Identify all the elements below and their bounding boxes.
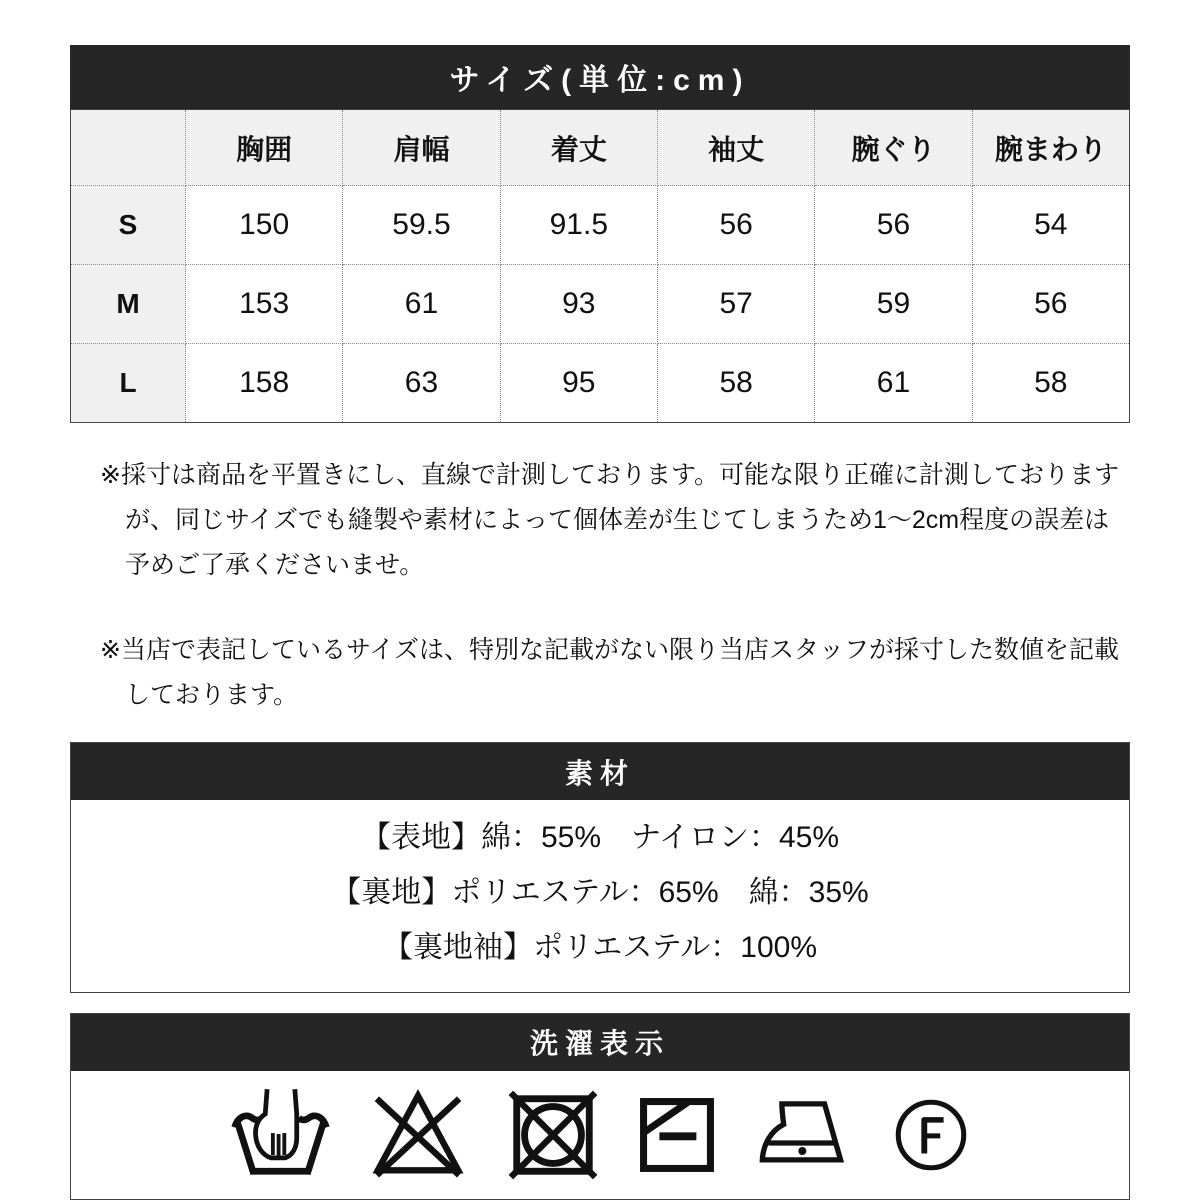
cell-value: 93 [500,265,657,344]
size-label: S [71,186,186,265]
size-chart-page [70,0,1130,1200]
note-staff-measured: ※当店で表記しているサイズは、特別な記載がない限り当店スタッフが採寸した数値を記載しております。 [100,636,1119,709]
column-header-armhole: 腕ぐり [815,110,972,186]
hand-wash-icon [228,1086,333,1184]
cell-value: 95 [500,344,657,423]
cell-value: 56 [972,265,1129,344]
table-row-m [71,265,1130,344]
cell-value: 61 [343,265,500,344]
column-header-sleeve: 袖丈 [657,110,814,186]
cell-value: 56 [657,186,814,265]
material-section-header [71,743,1129,800]
material-line-outer: 【表地】綿：55% ナイロン：45% [361,821,839,854]
care-section [70,1013,1130,1200]
column-header-length: 着丈 [500,110,657,186]
size-table [70,109,1130,423]
do-not-bleach-icon [363,1086,473,1184]
column-header-shoulder: 肩幅 [343,110,500,186]
cell-value: 56 [815,186,972,265]
corner-cell [71,110,186,186]
table-row-l [71,344,1130,423]
cell-value: 58 [657,344,814,423]
care-section-title: 洗濯表示 [529,1028,670,1060]
material-content [71,800,1129,992]
table-row-s [71,186,1130,265]
column-header-arm-width: 腕まわり [972,110,1129,186]
cell-value: 63 [343,344,500,423]
dry-clean-petroleum-F-icon [889,1093,973,1177]
iron-low-temperature-icon [751,1095,859,1175]
size-label: L [71,344,186,423]
material-line-sleeve-lining: 【裏地袖】ポリエステル：100% [382,931,818,965]
cell-value: 59 [815,265,972,344]
size-label: M [71,265,186,344]
size-table-header-row [71,110,1130,186]
material-section [70,742,1130,993]
dry-flat-in-shade-icon [633,1091,721,1179]
material-line-lining: 【裏地】ポリエステル：65% 綿：35% [331,876,869,910]
measurement-notes [70,453,1130,718]
cell-value: 57 [657,265,814,344]
cell-value: 91.5 [500,186,657,265]
care-symbols-row [71,1071,1129,1199]
cell-value: 150 [186,186,343,265]
cell-value: 158 [186,344,343,423]
cell-value: 153 [186,265,343,344]
column-header-chest: 胸囲 [186,110,343,186]
cell-value: 61 [815,344,972,423]
material-section-title: 素材 [564,757,635,789]
cell-value: 54 [972,186,1129,265]
care-section-header [71,1014,1129,1071]
cell-value: 58 [972,344,1129,423]
note-measurement-accuracy: ※採寸は商品を平置きにし、直線で計測しております。可能な限り正確に計測しておりますが、同じサイズでも縫製や素材によって個体差が生じてしまうため1〜2cm程度の誤差は予めご了承くださいませ。 [100,461,1119,579]
cell-value: 59.5 [343,186,500,265]
size-section-title: サイズ(単位:cm) [449,64,751,97]
size-section-header [70,45,1130,109]
do-not-tumble-dry-icon [503,1086,603,1184]
